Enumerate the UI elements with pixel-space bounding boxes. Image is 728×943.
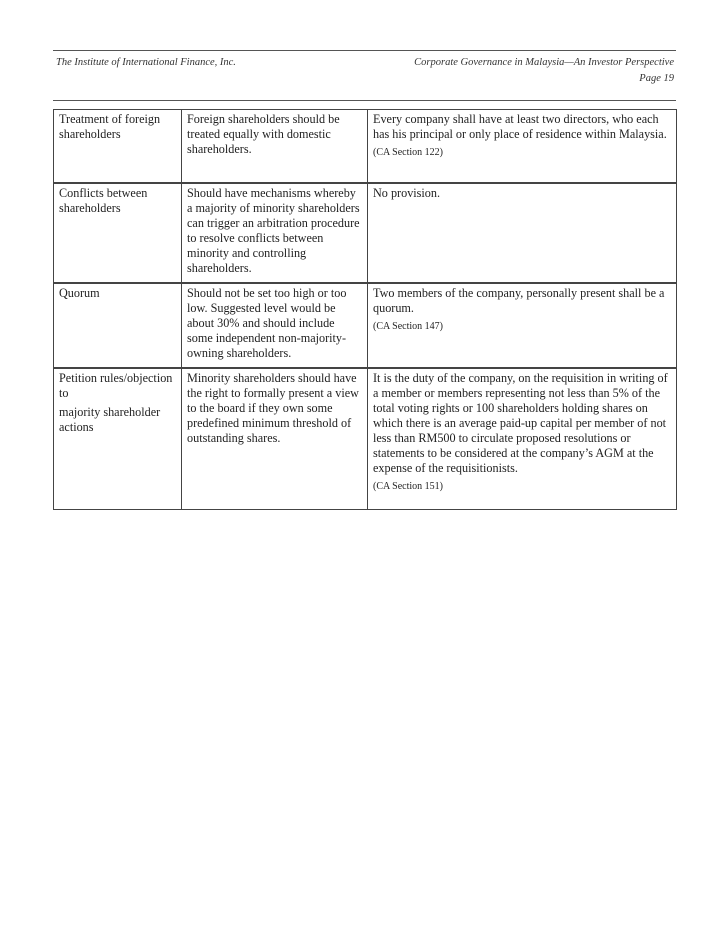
provision-text: Every company shall have at least two directors, who each has his principal or only place of residence within Malaysia. xyxy=(373,112,667,141)
recommendation-text: Foreign shareholders should be treated equally with domestic shareholders. xyxy=(187,112,340,156)
table-row xyxy=(54,110,677,183)
topic-cell xyxy=(54,368,182,510)
page-number: Page 19 xyxy=(639,73,674,84)
governance-comparison-table xyxy=(53,109,677,510)
topic-text: Quorum xyxy=(59,285,100,300)
citation-text: (CA Section 122) xyxy=(373,147,443,158)
provision-cell xyxy=(368,183,677,283)
table-row xyxy=(54,283,677,368)
provision-cell xyxy=(368,368,677,510)
recommendation-text: Should not be set too high or too low. Suggested level would be about 30% and should include some independent non-majority-owning shareholders. xyxy=(187,285,347,360)
recommendation-text: Should have mechanisms whereby a majority of minority shareholders can trigger an arbitration procedure to resolve conflicts between minority and controlling shareholders. xyxy=(187,185,360,275)
header-right-title: Corporate Governance in Malaysia—An Investor Perspective xyxy=(414,57,674,68)
topic-cell xyxy=(54,283,182,368)
topic-text: Conflicts between shareholders xyxy=(59,185,148,215)
recommendation-text: Minority shareholders should have the right to formally present a view to the board if they own some predefined minimum threshold of outstanding shares. xyxy=(187,370,359,445)
table-row xyxy=(54,368,677,510)
topic-text: Treatment of foreign shareholders xyxy=(59,112,161,141)
provision-cell xyxy=(368,283,677,368)
recommendation-cell xyxy=(182,183,368,283)
recommendation-cell xyxy=(182,368,368,510)
provision-text: It is the duty of the company, on the requisition in writing of a member or members representing not less than 5% of the total voting rights or 100 shareholders holding shares on which there is an average paid-up capital per member of not less than RM500 to circulate proposed resolutions or statements to be considered at the company’s AGM at the expense of the requisitionists. xyxy=(373,370,668,475)
citation-text: (CA Section 151) xyxy=(373,480,443,492)
provision-text: No provision. xyxy=(373,185,441,200)
header-top-rule xyxy=(53,50,676,51)
recommendation-cell xyxy=(182,283,368,368)
topic-text-continued: majority shareholder actions xyxy=(59,404,161,434)
topic-cell xyxy=(54,110,182,183)
table-row xyxy=(54,183,677,283)
recommendation-cell xyxy=(182,110,368,183)
header-left-title: The Institute of International Finance, Inc. xyxy=(56,57,236,68)
header-bottom-rule xyxy=(53,100,676,101)
topic-cell xyxy=(54,183,182,283)
topic-text: Petition rules/objection to xyxy=(59,370,173,400)
provision-text: Two members of the company, personally present shall be a quorum. xyxy=(373,285,665,315)
citation-text: (CA Section 147) xyxy=(373,320,443,332)
provision-cell xyxy=(368,110,677,183)
